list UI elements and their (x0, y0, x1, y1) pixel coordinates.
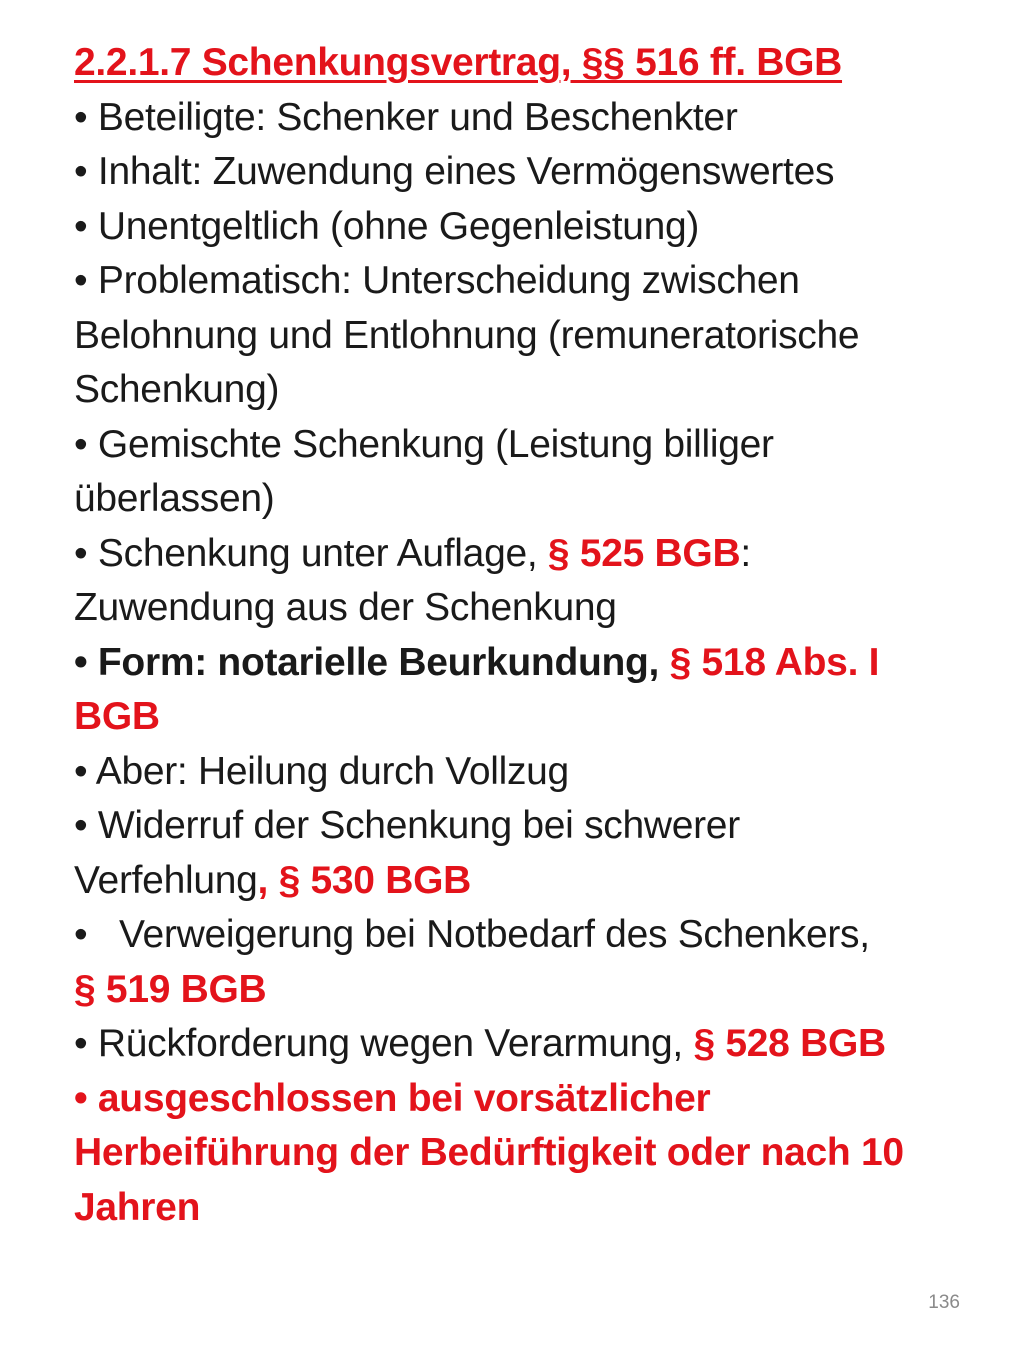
law-reference: § 519 BGB (74, 967, 267, 1011)
bullet-item-problematic (74, 254, 974, 418)
bullet-icon: • (74, 95, 88, 139)
bullet-icon: • (74, 204, 88, 248)
law-reference: § 525 BGB (547, 531, 741, 575)
bullet-icon: • (74, 531, 88, 575)
item-text: Aber: Heilung durch Vollzug (95, 749, 569, 793)
item-text: Schenkung unter Auflage, (97, 531, 548, 575)
bullet-item-revocation (74, 799, 974, 908)
page-number: 136 (928, 1292, 960, 1313)
bullet-item-mixed-gift (74, 418, 974, 527)
item-text-line2: Belohnung und Entlohnung (remuneratorische (74, 313, 860, 357)
bullet-icon: • (74, 150, 88, 193)
item-text: Verweigerung bei Notbedarf des Schenkers, (118, 913, 870, 956)
bullet-item-participants (74, 91, 974, 146)
bullet-icon: • (74, 913, 88, 956)
item-text-line2: Herbeiführung der Bedürftigkeit oder nach 10 (74, 1131, 904, 1174)
item-text: Inhalt: Zuwendung eines Vermögenswertes (97, 150, 835, 193)
bullet-item-form (74, 636, 974, 745)
item-suffix: : (740, 531, 751, 575)
item-text-line3: Schenkung) (74, 368, 280, 411)
bullet-icon: • (74, 422, 88, 466)
bullet-icon: • (74, 1076, 88, 1120)
bullet-icon: • (74, 804, 88, 847)
item-text: Unentgeltlich (ohne Gegenleistung) (97, 204, 700, 248)
item-text-line2: überlassen) (74, 477, 275, 520)
bullet-icon: • (74, 749, 88, 793)
bullet-item-content (74, 145, 974, 200)
bullet-item-refusal (74, 908, 974, 1017)
slide-content (74, 36, 974, 1235)
bullet-icon: • (74, 1022, 88, 1065)
item-text-line2: Verfehlung (74, 858, 258, 902)
item-text-line3: Jahren (74, 1185, 201, 1229)
item-text-line2: Zuwendung aus der Schenkung (74, 586, 617, 629)
item-text: Form: notarielle Beurkundung, (97, 640, 670, 684)
bullet-icon: • (74, 259, 88, 302)
item-text: Beteiligte: Schenker und Beschenkter (97, 95, 738, 139)
item-text-line1: Problematisch: Unterscheidung zwischen (97, 259, 800, 302)
bullet-item-conditional-gift (74, 527, 974, 636)
bullet-item-reclaim (74, 1017, 974, 1072)
law-reference: § 528 BGB (693, 1022, 886, 1065)
item-text-line1: Gemischte Schenkung (Leistung billiger (97, 422, 774, 466)
item-text-line1: ausgeschlossen bei vorsätzlicher (97, 1076, 711, 1120)
bullet-item-exclusion (74, 1072, 974, 1236)
item-text: Rückforderung wegen Verarmung, (97, 1022, 694, 1065)
item-text-line1: Widerruf der Schenkung bei schwerer (97, 804, 740, 847)
slide-title: 2.2.1.7 Schenkungsvertrag, §§ 516 ff. BGB (74, 41, 843, 84)
law-reference: , § 530 BGB (257, 858, 471, 902)
law-reference: § 518 Abs. I (669, 640, 880, 684)
bullet-icon: • (74, 640, 88, 684)
bullet-item-gratuitous (74, 200, 974, 255)
bullet-item-healing (74, 745, 974, 800)
law-reference-line2: BGB (74, 695, 160, 738)
